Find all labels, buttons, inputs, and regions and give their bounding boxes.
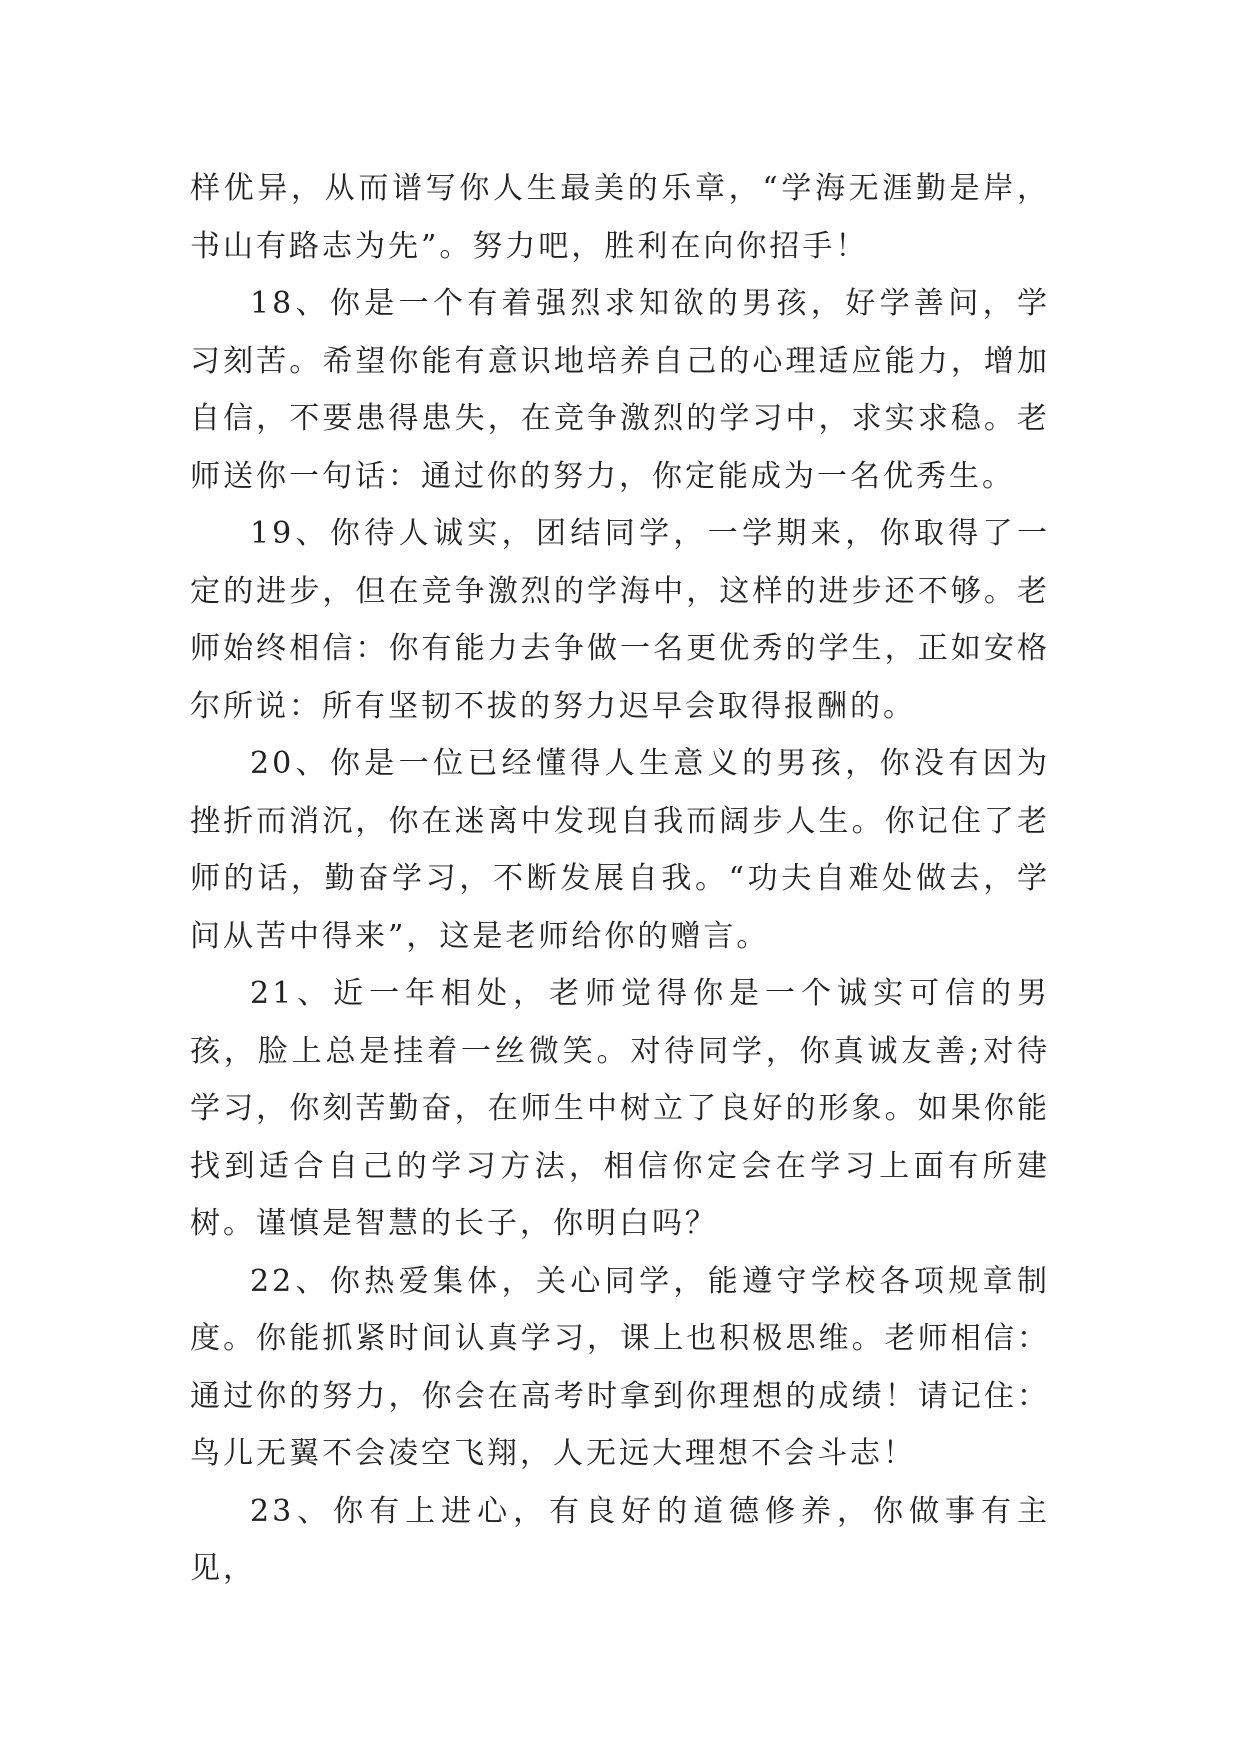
paragraph-18: 18、你是一个有着强烈求知欲的男孩，好学善问，学习刻苦。希望你能有意识地培养自己的心理适应能力，增加自信，不要患得患失，在竞争激烈的学习中，求实求稳。老师送你一句话：通过你的努力，你定能成为一名优秀生。 [190,286,1050,494]
paragraph-continuation: 样优异，从而谱写你人生最美的乐章，“学海无涯勤是岸，书山有路志为先”。努力吧，胜利在向你招手！ [190,171,1050,264]
paragraph-21: 21、近一年相处，老师觉得你是一个诚实可信的男孩，脸上总是挂着一丝微笑。对待同学，你真诚友善;对待学习，你刻苦勤奋，在师生中树立了良好的形象。如果你能找到适合自己的学习方法，相信你定会在学习上面有所建树。谨慎是智慧的长子，你明白吗？ [190,976,1050,1241]
paragraph-22: 22、你热爱集体，关心同学，能遵守学校各项规章制度。你能抓紧时间认真学习，课上也积极思维。老师相信：通过你的努力，你会在高考时拿到你理想的成绩！请记住：鸟儿无翼不会凌空飞翔，人无远大理想不会斗志！ [190,1263,1050,1471]
document-body [190,160,1050,1598]
paragraph-19: 19、你待人诚实，团结同学，一学期来，你取得了一定的进步，但在竞争激烈的学海中，这样的进步还不够。老师始终相信：你有能力去争做一名更优秀的学生，正如安格尔所说：所有坚韧不拔的努力迟早会取得报酬的。 [190,516,1050,724]
paragraph-20: 20、你是一位已经懂得人生意义的男孩，你没有因为挫折而消沉，你在迷离中发现自我而阔步人生。你记住了老师的话，勤奋学习，不断发展自我。“功夫自难处做去，学问从苦中得来”，这是老师给你的赠言。 [190,746,1050,954]
paragraph-23: 23、你有上进心，有良好的道德修养，你做事有主见， [190,1493,1050,1586]
